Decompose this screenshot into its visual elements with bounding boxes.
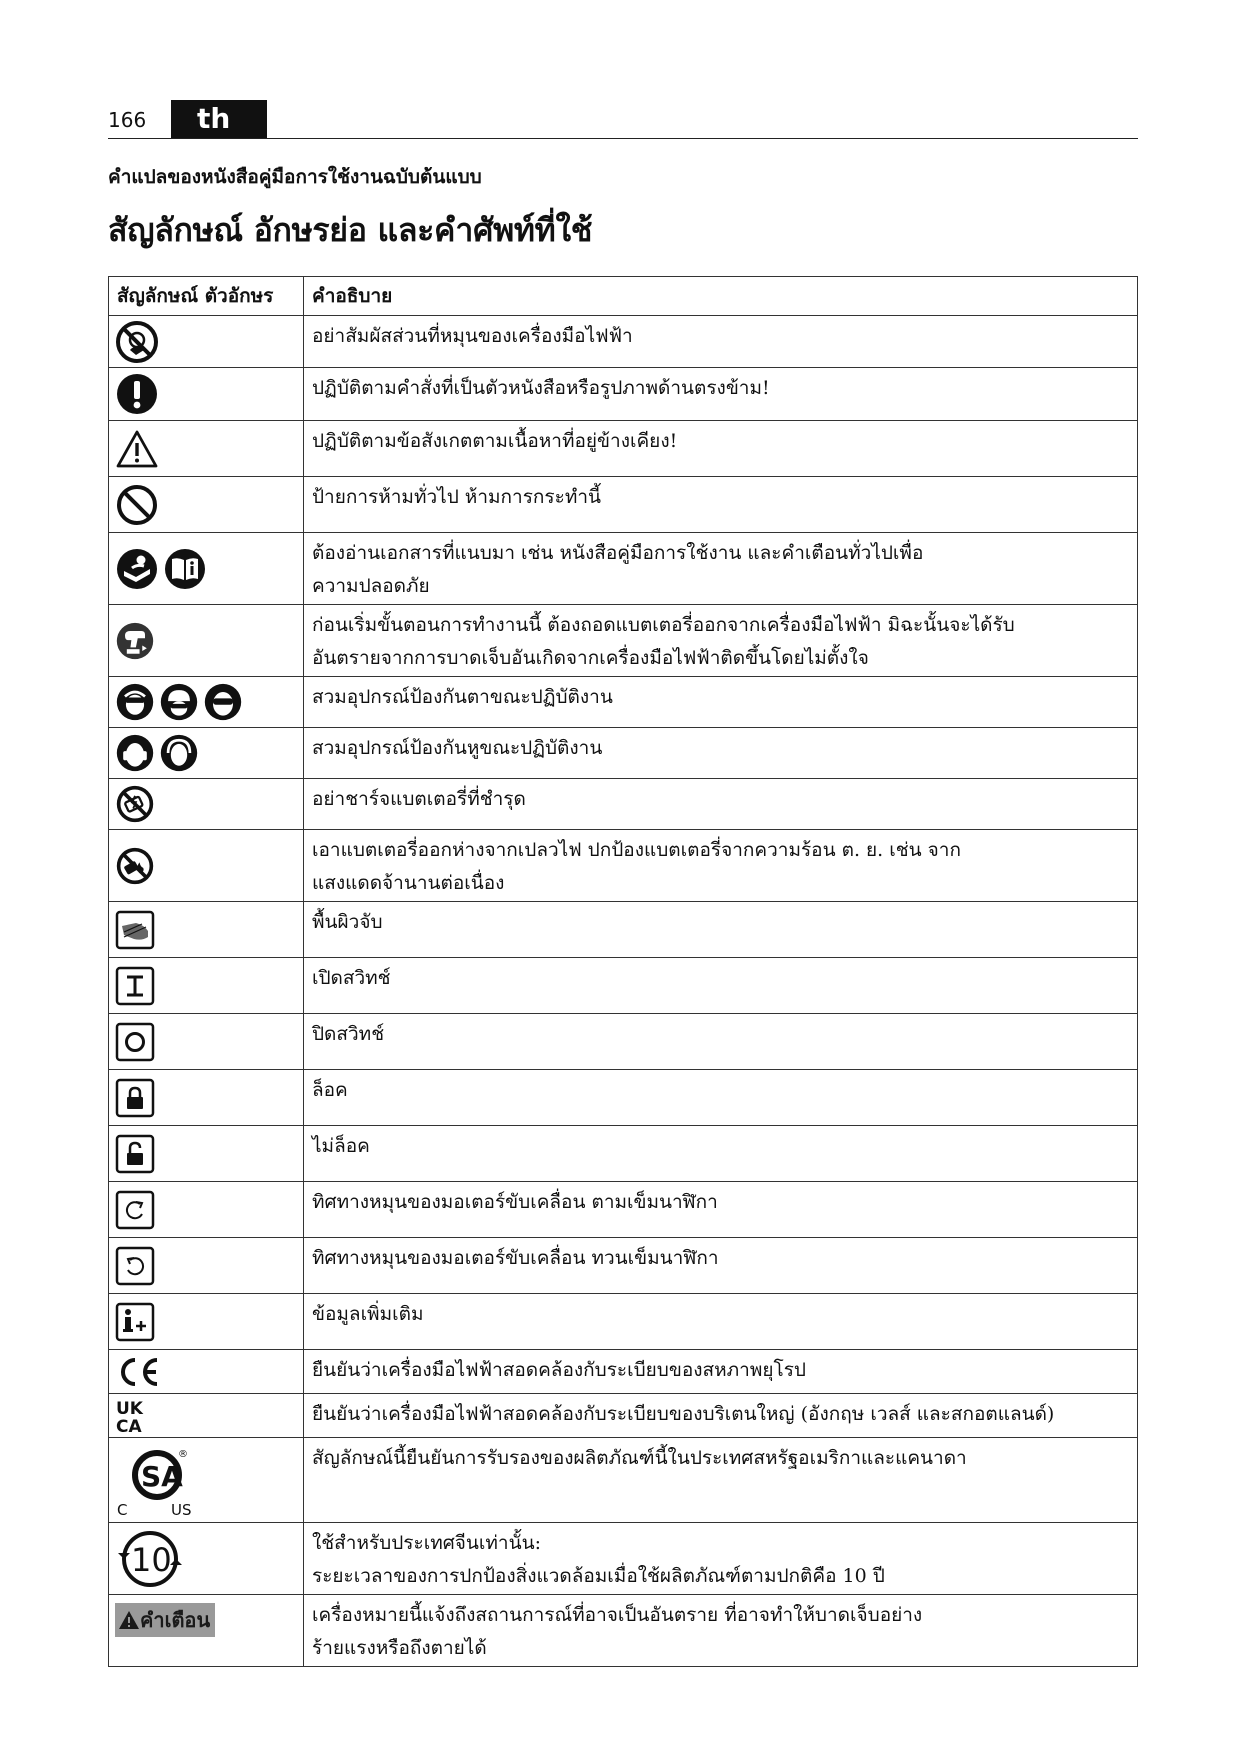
description-cell: พื้นผิวจับ (304, 902, 1138, 958)
read-manual-icon (115, 547, 159, 591)
symbol-cell (109, 958, 304, 1014)
switch-on-icon (115, 966, 155, 1006)
table-row (109, 316, 1138, 368)
description-cell: เปิดสวิทช์ (304, 958, 1138, 1014)
table-row (109, 779, 1138, 830)
warning-label-text: คำเตือน (140, 1608, 211, 1632)
description-cell: ล็อค (304, 1070, 1138, 1126)
page-number: 166 (108, 108, 147, 132)
symbols-table (108, 276, 1138, 1667)
symbol-cell (109, 605, 304, 677)
table-row (109, 958, 1138, 1014)
lock-icon (115, 1078, 155, 1118)
warning-triangle-small-icon (118, 1610, 140, 1630)
unlock-icon (115, 1134, 155, 1174)
table-row (109, 1595, 1138, 1667)
description-cell: ต้องอ่านเอกสารที่แนบมา เช่น หนังสือคู่มือการใช้งาน และคำเตือนทั่วไปเพื่อ ความปลอดภัย (304, 533, 1138, 605)
china-10-year-efup-icon (115, 1526, 185, 1592)
grip-surface-icon (115, 910, 155, 950)
symbol-cell (109, 1394, 304, 1438)
additional-info-icon (115, 1302, 155, 1342)
description-cell: ข้อมูลเพิ่มเติม (304, 1294, 1138, 1350)
description-cell: เครื่องหมายนี้แจ้งถึงสถานการณ์ที่อาจเป็นอันตราย ที่อาจทำให้บาดเจ็บอย่าง ร้ายแรงหรือถึงตายได้ (304, 1595, 1138, 1667)
description-cell: ยืนยันว่าเครื่องมือไฟฟ้าสอดคล้องกับระเบียบของบริเตนใหญ่ (อังกฤษ เวลส์ และสกอตแลนด์) (304, 1394, 1138, 1438)
symbol-cell (109, 1126, 304, 1182)
description-cell: ยืนยันว่าเครื่องมือไฟฟ้าสอดคล้องกับระเบียบของสหภาพยุโรป (304, 1350, 1138, 1394)
symbol-cell (109, 1182, 304, 1238)
mandatory-exclamation-icon (115, 372, 159, 416)
ukca-mark-icon (115, 1397, 151, 1435)
symbol-cell (109, 1014, 304, 1070)
table-row (109, 368, 1138, 421)
table-row (109, 477, 1138, 533)
symbol-cell (109, 1438, 304, 1523)
symbol-cell (109, 421, 304, 477)
table-row (109, 1394, 1138, 1438)
symbol-cell (109, 830, 304, 902)
description-cell: ปฏิบัติตามคำสั่งที่เป็นตัวหนังสือหรือรูปภาพด้านตรงข้าม! (304, 368, 1138, 421)
description-cell: ไม่ล็อค (304, 1126, 1138, 1182)
description-cell: ทิศทางหมุนของมอเตอร์ขับเคลื่อน ทวนเข็มนาฬิกา (304, 1238, 1138, 1294)
ear-protection-icon (159, 733, 199, 773)
symbol-cell (109, 533, 304, 605)
symbol-cell (109, 477, 304, 533)
rotation-clockwise-icon (115, 1190, 155, 1230)
description-cell: อย่าสัมผัสส่วนที่หมุนของเครื่องมือไฟฟ้า (304, 316, 1138, 368)
svg-text:SA: SA (141, 1460, 183, 1493)
ear-muffs-icon (115, 733, 155, 773)
description-cell: ป้ายการห้ามทั่วไป ห้ามการกระทำนี้ (304, 477, 1138, 533)
description-cell: ปฏิบัติตามข้อสังเกตตามเนื้อหาที่อยู่ข้างเคียง! (304, 421, 1138, 477)
language-badge: th (171, 100, 267, 138)
face-shield-icon (115, 682, 155, 722)
csa-certification-icon (115, 1443, 207, 1517)
table-row (109, 677, 1138, 728)
description-cell: สวมอุปกรณ์ป้องกันหูขณะปฏิบัติงาน (304, 728, 1138, 779)
info-book-icon (163, 547, 207, 591)
svg-text:US: US (171, 1501, 192, 1517)
table-row (109, 1182, 1138, 1238)
table-row (109, 1238, 1138, 1294)
rotation-counterclockwise-icon (115, 1246, 155, 1286)
svg-text:®: ® (178, 1449, 188, 1460)
symbol-cell (109, 677, 304, 728)
symbol-cell (109, 368, 304, 421)
description-cell: สวมอุปกรณ์ป้องกันตาขณะปฏิบัติงาน (304, 677, 1138, 728)
table-row (109, 1126, 1138, 1182)
svg-text:C: C (117, 1501, 128, 1517)
symbol-cell (109, 1238, 304, 1294)
table-row (109, 1014, 1138, 1070)
table-row (109, 1523, 1138, 1595)
no-touch-rotating-parts-icon (115, 320, 159, 364)
description-cell: เอาแบตเตอรี่ออกห่างจากเปลวไฟ ปกป้องแบตเตอรี่จากความร้อน ต. ย. เช่น จาก แสงแดดจ้านานต่อเนื่อง (304, 830, 1138, 902)
table-row (109, 1350, 1138, 1394)
document-subtitle: คำแปลของหนังสือคู่มือการใช้งานฉบับต้นแบบ (108, 166, 482, 188)
description-cell: สัญลักษณ์นี้ยืนยันการรับรองของผลิตภัณฑ์นี้ในประเทศสหรัฐอเมริกาและแคนาดา (304, 1438, 1138, 1523)
table-row (109, 728, 1138, 779)
description-cell: ปิดสวิทช์ (304, 1014, 1138, 1070)
table-row (109, 902, 1138, 958)
table-row (109, 1438, 1138, 1523)
table-row (109, 605, 1138, 677)
svg-text:10: 10 (131, 1540, 172, 1579)
prohibition-icon (115, 483, 159, 527)
column-header-symbol: สัญลักษณ์ ตัวอักษร (109, 277, 304, 316)
symbol-cell (109, 779, 304, 830)
table-row (109, 533, 1138, 605)
table-row (109, 1070, 1138, 1126)
symbol-cell (109, 902, 304, 958)
table-header-row (109, 277, 1138, 316)
description-cell: อย่าชาร์จแบตเตอรี่ที่ชำรุด (304, 779, 1138, 830)
symbol-cell (109, 316, 304, 368)
switch-off-icon (115, 1022, 155, 1062)
page-header (108, 100, 1138, 139)
description-cell: ก่อนเริ่มขั้นตอนการทำงานนี้ ต้องถอดแบตเตอรี่ออกจากเครื่องมือไฟฟ้า มิฉะนั้นจะได้รับ อันตรายจากการบาดเจ็บอันเกิดจากเครื่องมือไฟฟ้าติดขึ้นโดยไม่ตั้งใจ (304, 605, 1138, 677)
description-cell: ทิศทางหมุนของมอเตอร์ขับเคลื่อน ตามเข็มนาฬิกา (304, 1182, 1138, 1238)
symbol-cell (109, 1523, 304, 1595)
symbol-cell (109, 1294, 304, 1350)
battery-heat-fire-icon (115, 846, 155, 886)
column-header-description: คำอธิบาย (304, 277, 1138, 316)
safety-goggles-icon (203, 682, 243, 722)
remove-battery-icon (115, 621, 155, 661)
symbol-cell (109, 1350, 304, 1394)
warning-label-icon (115, 1603, 215, 1637)
description-cell: ใช้สำหรับประเทศจีนเท่านั้น: ระยะเวลาของการปกป้องสิ่งแวดล้อมเมื่อใช้ผลิตภัณฑ์ตามปกติคือ 10 ปี (304, 1523, 1138, 1595)
symbol-cell (109, 1070, 304, 1126)
symbol-cell (109, 728, 304, 779)
warning-triangle-icon (115, 427, 159, 471)
table-row (109, 830, 1138, 902)
table-row (109, 1294, 1138, 1350)
safety-helmet-goggles-icon (159, 682, 199, 722)
no-charge-damaged-battery-icon (115, 784, 155, 824)
svg-text:UK: UK (116, 1398, 143, 1419)
table-row (109, 421, 1138, 477)
section-title: สัญลักษณ์ อักษรย่อ และคำศัพท์ที่ใช้ (108, 211, 593, 249)
ce-mark-icon (115, 1355, 163, 1389)
svg-text:CA: CA (116, 1416, 142, 1435)
symbol-cell (109, 1595, 304, 1667)
